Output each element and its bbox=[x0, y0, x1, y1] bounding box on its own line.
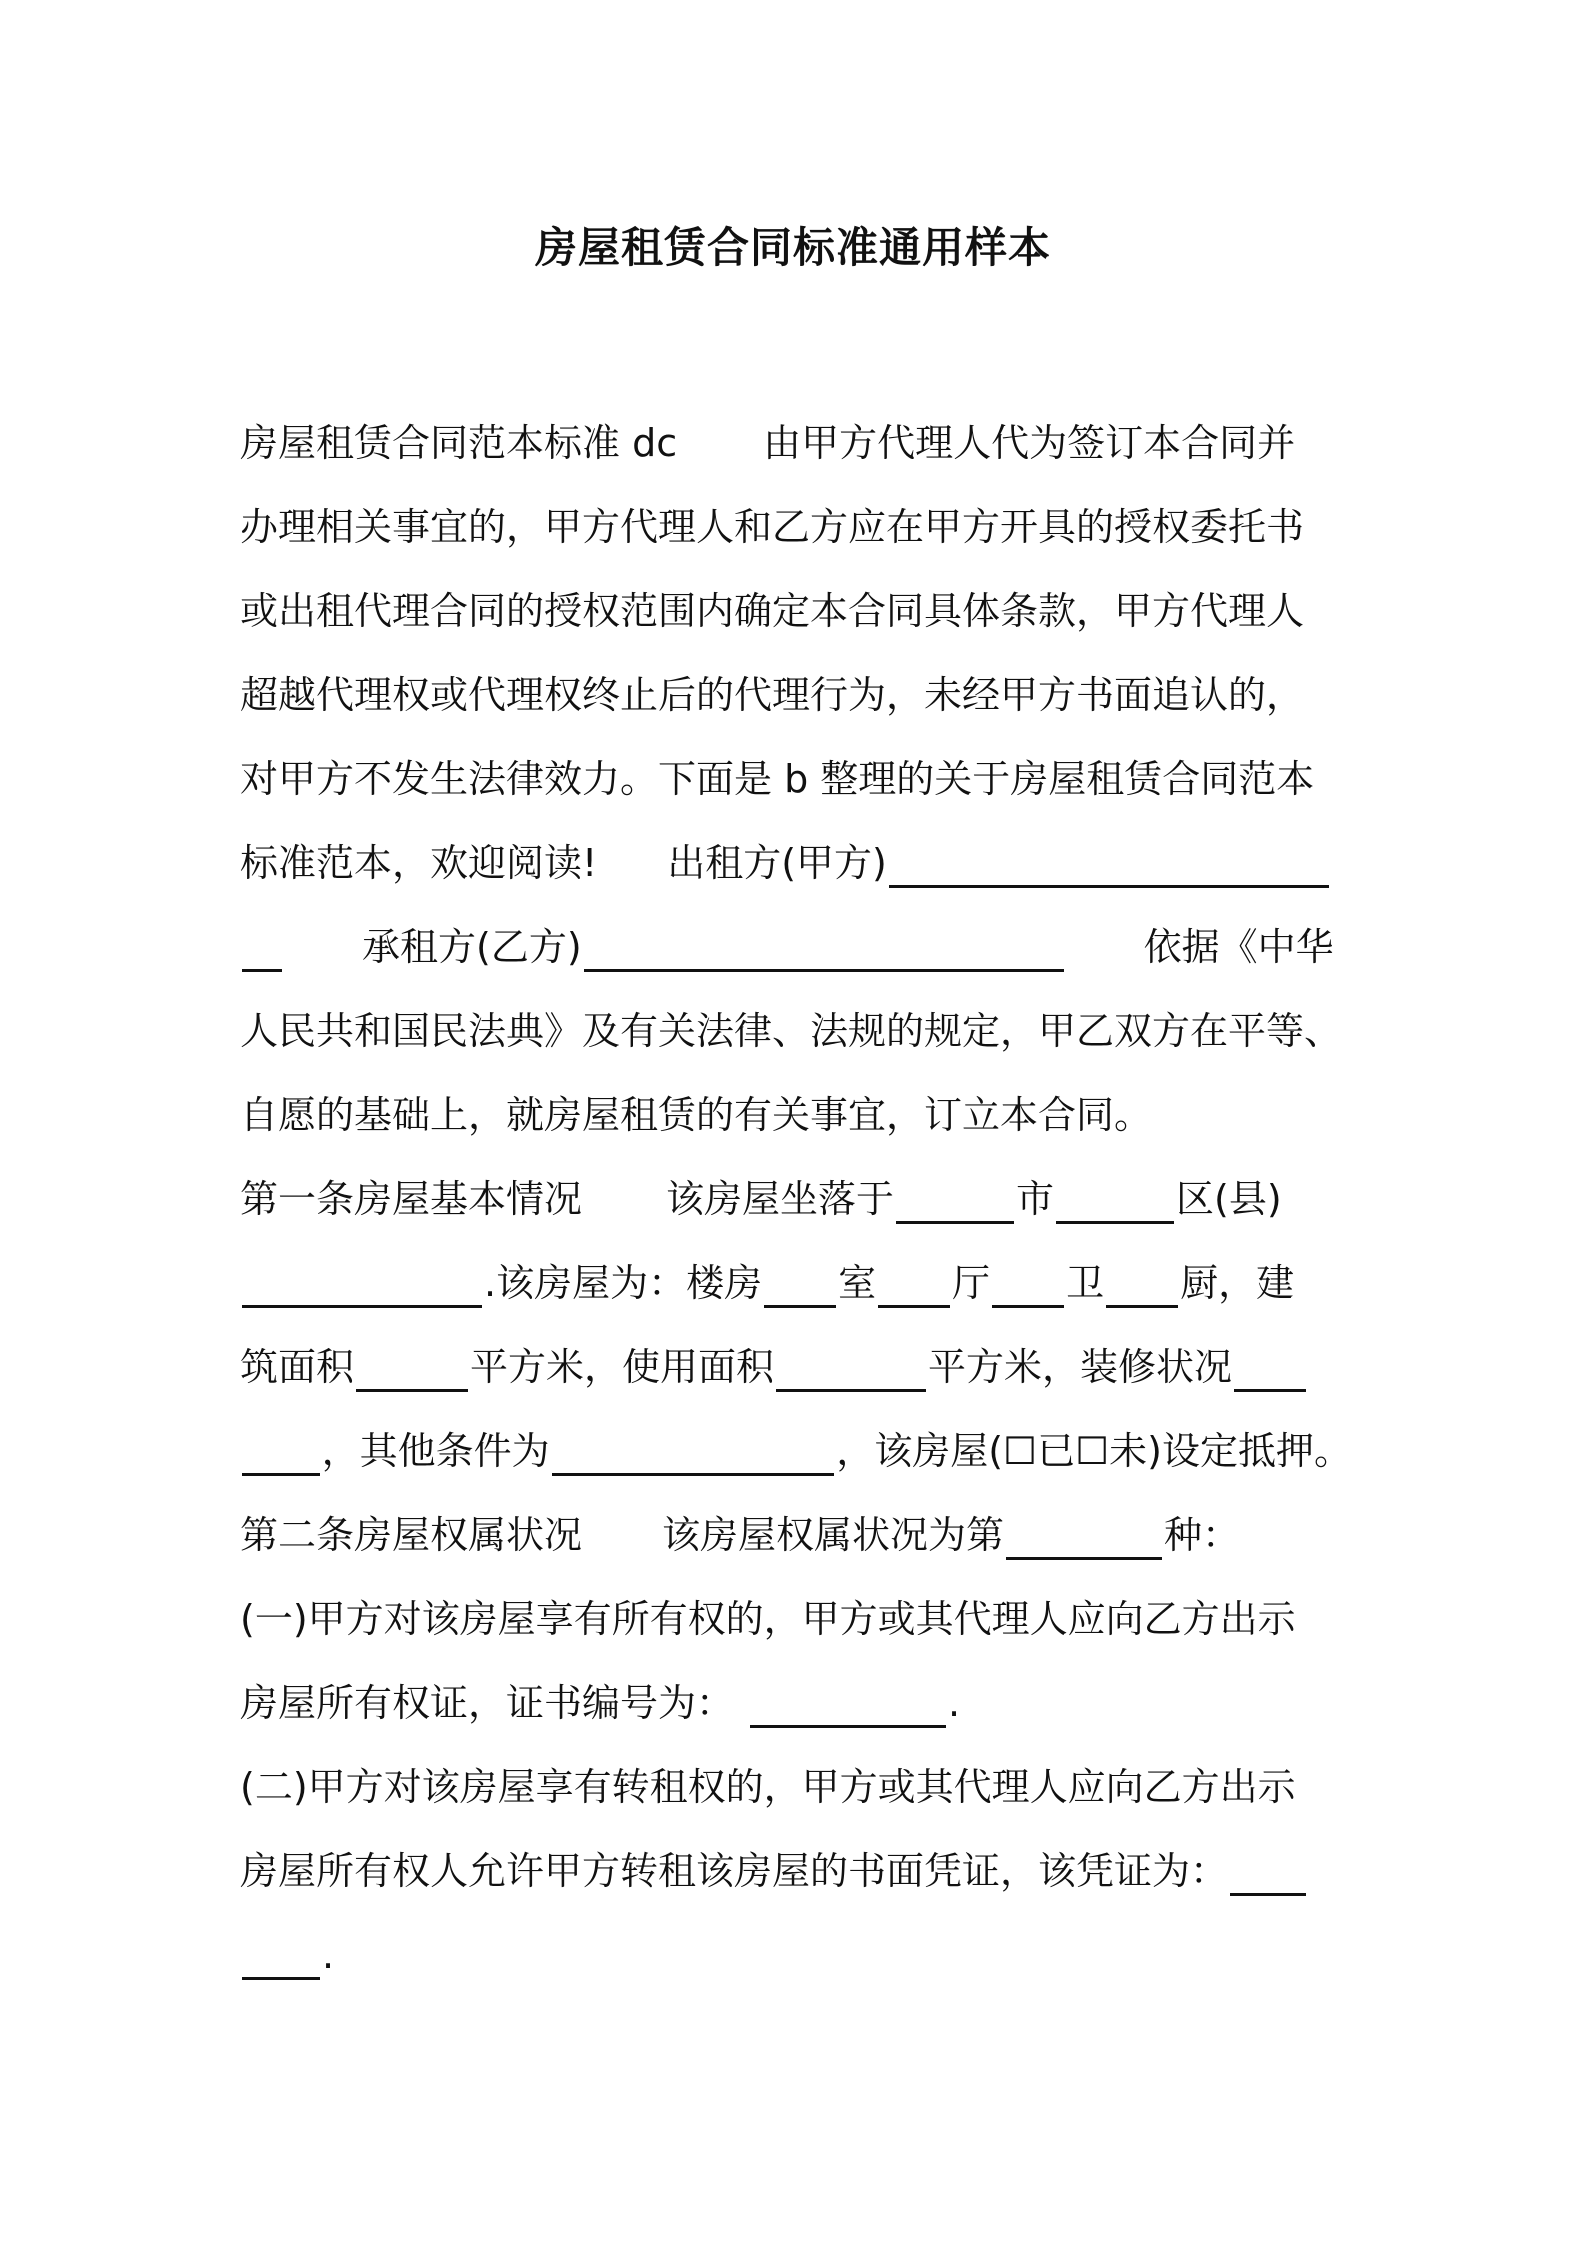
paragraph-line bbox=[240, 822, 1352, 906]
district-blank[interactable] bbox=[1056, 1177, 1174, 1224]
paragraph-line bbox=[240, 1830, 1352, 1914]
line-text: 该房屋坐落于 bbox=[666, 1177, 895, 1222]
rooms-blank[interactable] bbox=[764, 1261, 836, 1308]
paragraph-line bbox=[240, 570, 1352, 654]
line-text: 筑面积 bbox=[240, 1345, 355, 1390]
paragraph-line bbox=[240, 1746, 1352, 1830]
lessor-label: 出租方(甲方) bbox=[667, 841, 887, 886]
paragraph-line bbox=[240, 906, 1352, 990]
ownership-type-blank[interactable] bbox=[1006, 1513, 1162, 1560]
paragraph-line bbox=[240, 738, 1352, 822]
paragraph-line bbox=[240, 1578, 1352, 1662]
line-text: 或出租代理合同的授权范围内确定本合同具体条款，甲方代理人 bbox=[240, 589, 1305, 634]
document-title: 房屋租赁合同标准通用样本 bbox=[534, 223, 1051, 272]
line-text: 房屋所有权证，证书编号为： bbox=[240, 1681, 735, 1726]
address-blank[interactable] bbox=[242, 1261, 482, 1308]
line-text: 平方米，使用面积 bbox=[470, 1345, 775, 1390]
line-text: 由甲方代理人代为签订本合同并 bbox=[763, 421, 1296, 466]
paragraph-line bbox=[240, 1662, 1352, 1746]
line-text: .该房屋为：楼房 bbox=[484, 1261, 763, 1306]
line-text: ，该房屋(☐已☐未)设定抵押。 bbox=[836, 1429, 1352, 1474]
line-text: 自愿的基础上，就房屋租赁的有关事宜，订立本合同。 bbox=[240, 1093, 1153, 1138]
halls-blank[interactable] bbox=[878, 1261, 950, 1308]
paragraph-line bbox=[240, 1242, 1352, 1326]
paragraph-line bbox=[240, 402, 1352, 486]
city-blank[interactable] bbox=[896, 1177, 1014, 1224]
lessor-blank-continued[interactable] bbox=[242, 925, 282, 972]
line-text: 对甲方不发生法律效力。下面是 b 整理的关于房屋租赁合同范本 bbox=[240, 757, 1315, 802]
paragraph-line bbox=[240, 1410, 1352, 1494]
line-text: 办理相关事宜的，甲方代理人和乙方应在甲方开具的授权委托书 bbox=[240, 505, 1305, 550]
line-text: (二)甲方对该房屋享有转租权的，甲方或其代理人应向乙方出示 bbox=[240, 1765, 1296, 1810]
paragraph-line bbox=[240, 1326, 1352, 1410]
article-1-heading-line bbox=[240, 1158, 1352, 1242]
line-text: 依据《中华 bbox=[1143, 925, 1334, 970]
line-text: 人民共和国民法典》及有关法律、法规的规定，甲乙双方在平等、 bbox=[240, 1009, 1343, 1054]
decoration-blank[interactable] bbox=[1234, 1345, 1306, 1392]
line-text: 种： bbox=[1164, 1513, 1241, 1558]
line-text: 该房屋权属状况为第 bbox=[662, 1513, 1005, 1558]
decoration-blank-continued[interactable] bbox=[242, 1429, 320, 1476]
line-text: 房屋租赁合同范本标准 dc bbox=[240, 421, 678, 466]
line-text: 室 bbox=[838, 1261, 877, 1306]
line-text: . bbox=[322, 1933, 335, 1978]
line-text: (一)甲方对该房屋享有所有权的，甲方或其代理人应向乙方出示 bbox=[240, 1597, 1296, 1642]
usable-area-blank[interactable] bbox=[776, 1345, 926, 1392]
sublease-proof-blank-continued[interactable] bbox=[242, 1933, 320, 1980]
line-text: 区(县) bbox=[1176, 1177, 1282, 1222]
line-text: 房屋所有权人允许甲方转租该房屋的书面凭证，该凭证为： bbox=[240, 1849, 1229, 1894]
building-area-blank[interactable] bbox=[356, 1345, 468, 1392]
article-heading: 第一条房屋基本情况 bbox=[240, 1177, 583, 1222]
line-text: 市 bbox=[1016, 1177, 1055, 1222]
article-2-heading-line bbox=[240, 1494, 1352, 1578]
bathrooms-blank[interactable] bbox=[992, 1261, 1064, 1308]
line-text: 厨，建 bbox=[1180, 1261, 1295, 1306]
paragraph-line bbox=[240, 654, 1352, 738]
lessee-blank[interactable] bbox=[584, 925, 1064, 972]
line-text: 标准范本，欢迎阅读! bbox=[240, 841, 598, 886]
lessee-label: 承租方(乙方) bbox=[362, 925, 582, 970]
other-conditions-blank[interactable] bbox=[552, 1429, 835, 1476]
paragraph-line bbox=[240, 1074, 1352, 1158]
article-heading: 第二条房屋权属状况 bbox=[240, 1513, 583, 1558]
paragraph-line bbox=[240, 486, 1352, 570]
line-text: 厅 bbox=[952, 1261, 991, 1306]
line-text: ，其他条件为 bbox=[321, 1429, 550, 1474]
line-text: 超越代理权或代理权终止后的代理行为，未经甲方书面追认的， bbox=[240, 673, 1305, 718]
line-text: . bbox=[948, 1681, 961, 1726]
kitchens-blank[interactable] bbox=[1106, 1261, 1178, 1308]
paragraph-line bbox=[240, 1914, 1352, 1998]
line-text: 卫 bbox=[1066, 1261, 1105, 1306]
sublease-proof-blank[interactable] bbox=[1230, 1849, 1306, 1896]
paragraph-line bbox=[240, 990, 1352, 1074]
line-text: 平方米，装修状况 bbox=[928, 1345, 1233, 1390]
lessor-blank[interactable] bbox=[889, 841, 1329, 888]
certificate-number-blank[interactable] bbox=[750, 1681, 946, 1728]
